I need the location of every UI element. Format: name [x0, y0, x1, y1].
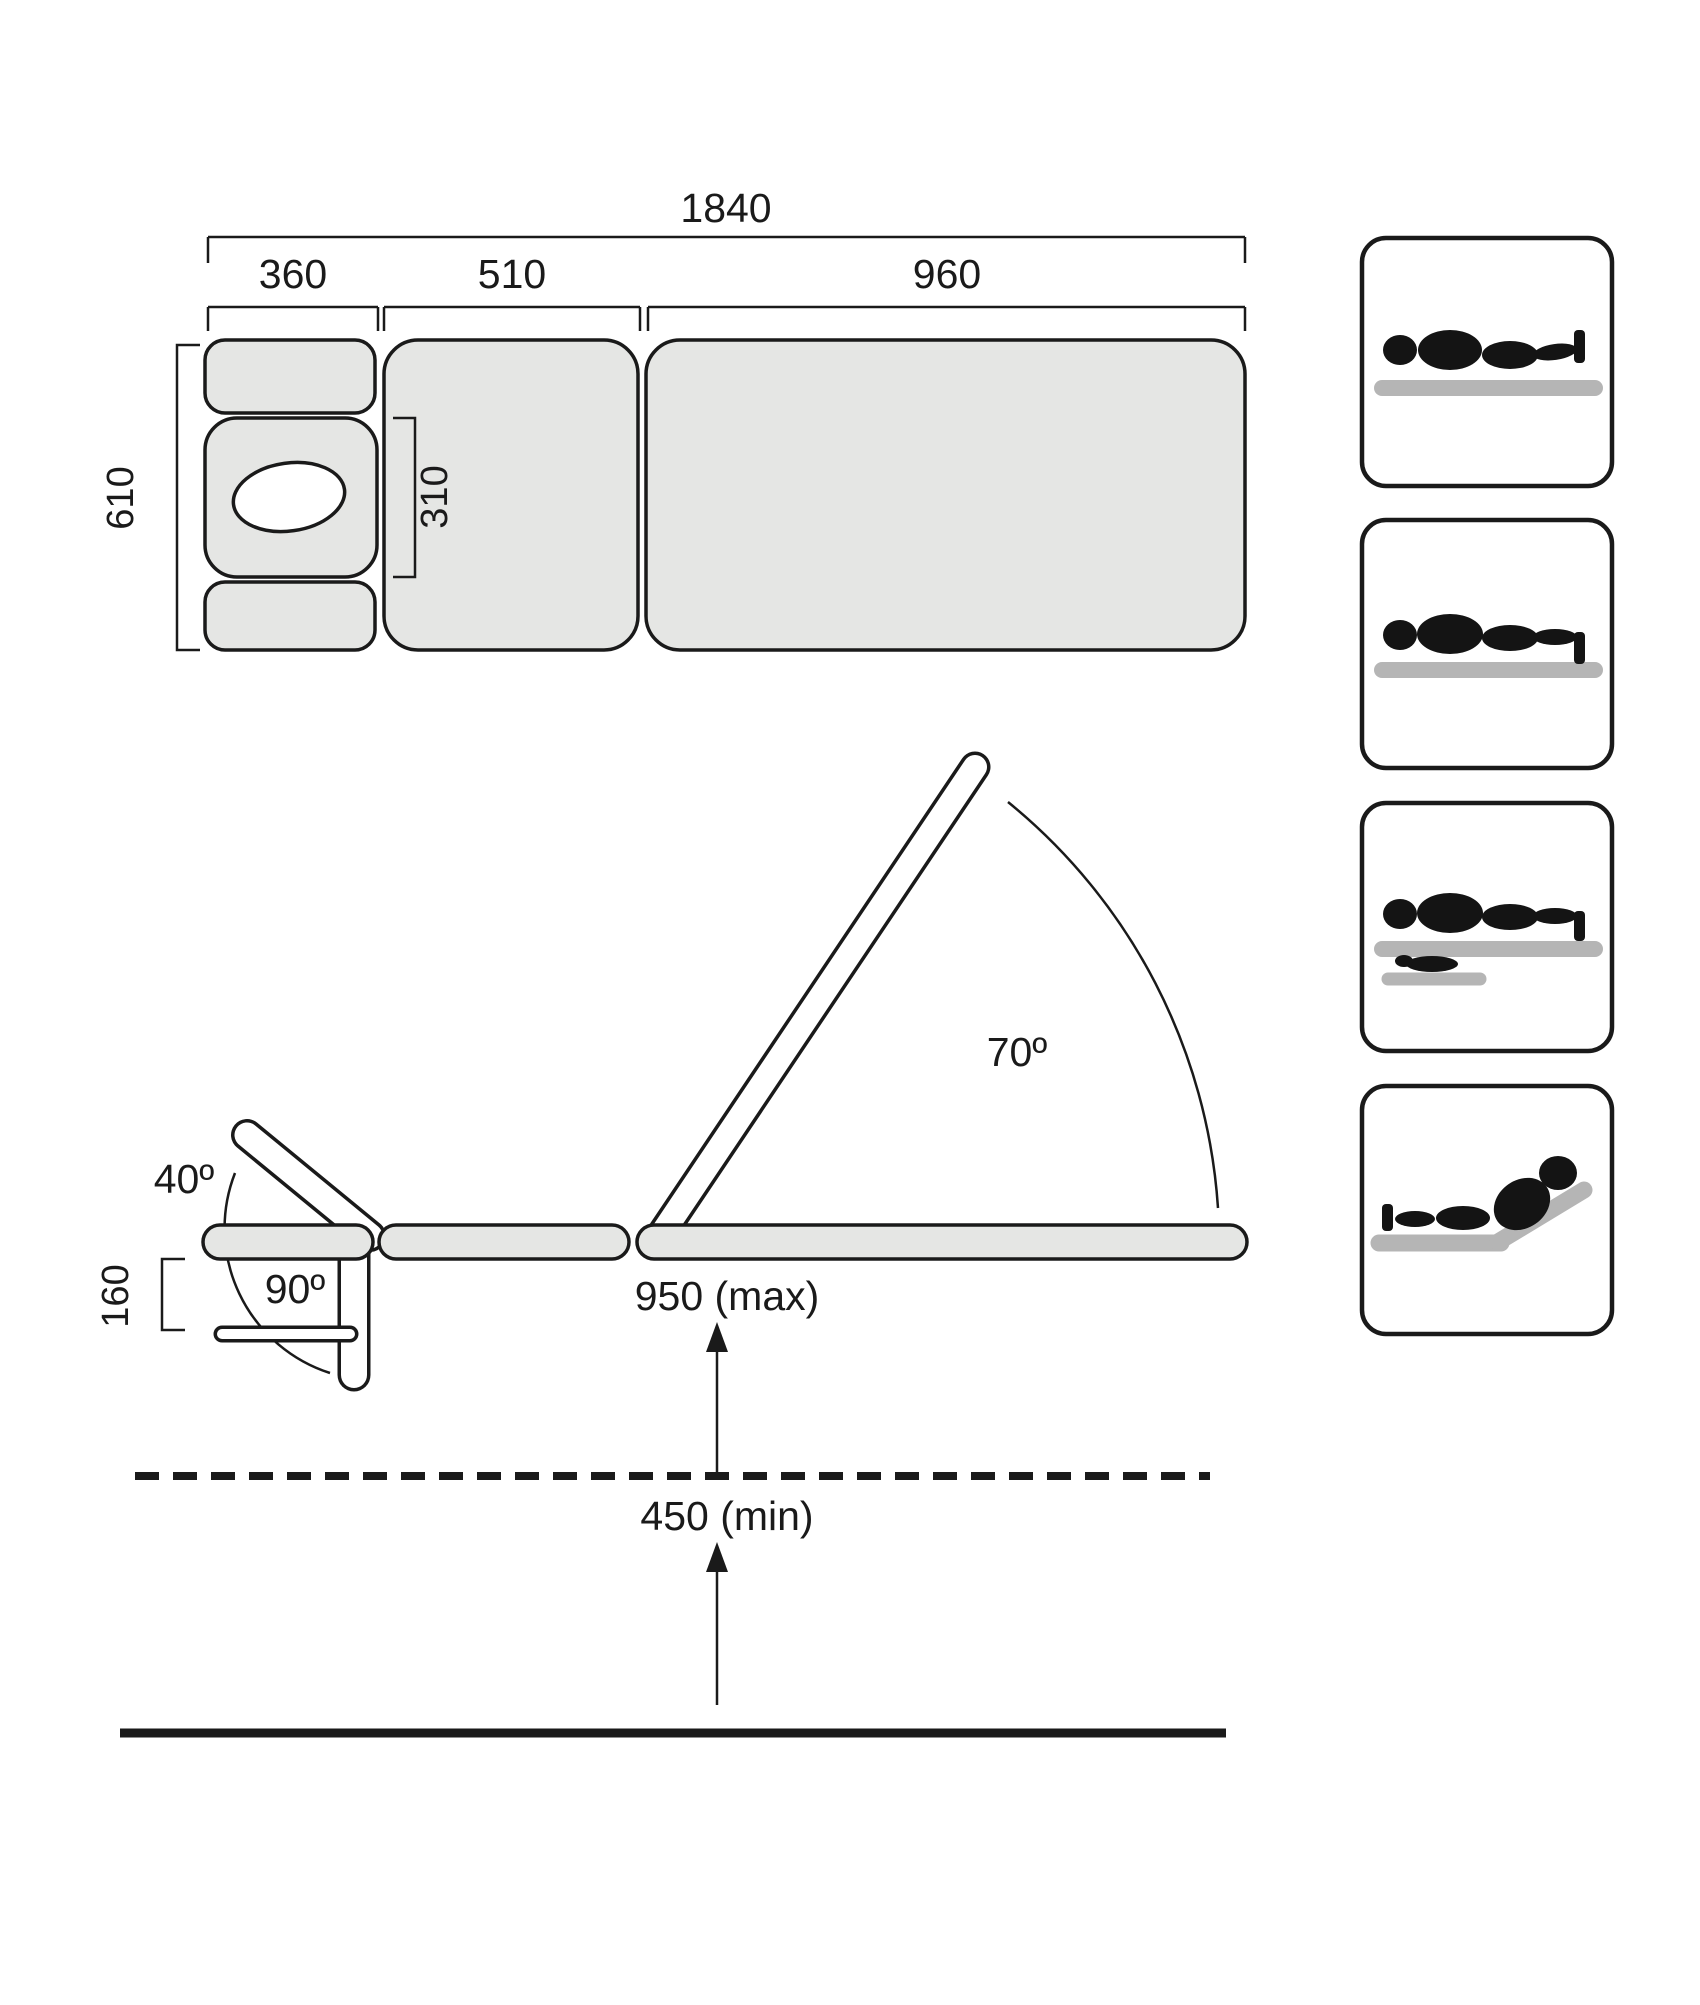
pictogram-reclined-backrest — [1362, 1086, 1612, 1334]
dimension-total-length — [208, 185, 1245, 263]
dimension-line-section-1 — [208, 307, 378, 331]
position-pictograms — [1362, 238, 1612, 1334]
backrest-raised-position — [657, 767, 975, 1241]
dimension-label-section-1: 360 — [258, 251, 328, 297]
main-section-plan — [646, 340, 1245, 650]
bracket-headrest-drop — [162, 1259, 185, 1330]
dimension-label-total-length: 1840 — [680, 185, 772, 231]
table-plan — [205, 340, 1245, 650]
headrest-side-pad-top — [205, 340, 375, 413]
max-height-arrowhead — [706, 1322, 728, 1352]
side-view — [95, 767, 1247, 1733]
dimension-line-1840 — [208, 237, 1245, 263]
angle-label-backrest: 70º — [986, 1029, 1048, 1075]
dimension-line-section-2 — [384, 307, 640, 331]
dimension-label-headrest-drop: 160 — [95, 1264, 137, 1328]
dimension-table-width — [100, 345, 200, 650]
angle-label-headrest-up: 40º — [153, 1156, 215, 1202]
min-height-arrowhead — [706, 1542, 728, 1572]
dimension-label-max-height: 950 (max) — [634, 1273, 820, 1319]
backrest-fill — [657, 767, 975, 1241]
dimension-label-headrest-width: 310 — [414, 465, 456, 529]
bracket-table-width — [177, 345, 200, 650]
dimension-label-min-height: 450 (min) — [640, 1493, 814, 1539]
head-section-side — [203, 1225, 373, 1259]
headrest-side-pad-bottom — [205, 582, 375, 650]
top-view — [100, 185, 1245, 650]
middle-section-side — [379, 1225, 629, 1259]
dimension-line-section-3 — [648, 307, 1245, 331]
pictogram-prone-armrest — [1362, 803, 1612, 1051]
dimension-max-height — [635, 1273, 820, 1476]
headrest-raised-position — [247, 1135, 370, 1236]
dimension-headrest-drop — [95, 1259, 185, 1330]
dimension-sections — [208, 251, 1245, 331]
dimension-label-table-width: 610 — [100, 466, 142, 530]
pictogram-box-4 — [1362, 1086, 1612, 1334]
dimension-min-height — [640, 1493, 813, 1705]
pictogram-supine-flat — [1362, 238, 1612, 486]
angle-label-headrest-down: 90º — [264, 1266, 326, 1312]
headrest-up-fill — [247, 1135, 370, 1236]
pictogram-prone-flat — [1362, 520, 1612, 768]
dimension-label-section-2: 510 — [477, 251, 547, 297]
backrest-rotation-arc — [1008, 802, 1218, 1208]
dimension-label-section-3: 960 — [912, 251, 982, 297]
main-section-side — [637, 1225, 1247, 1259]
